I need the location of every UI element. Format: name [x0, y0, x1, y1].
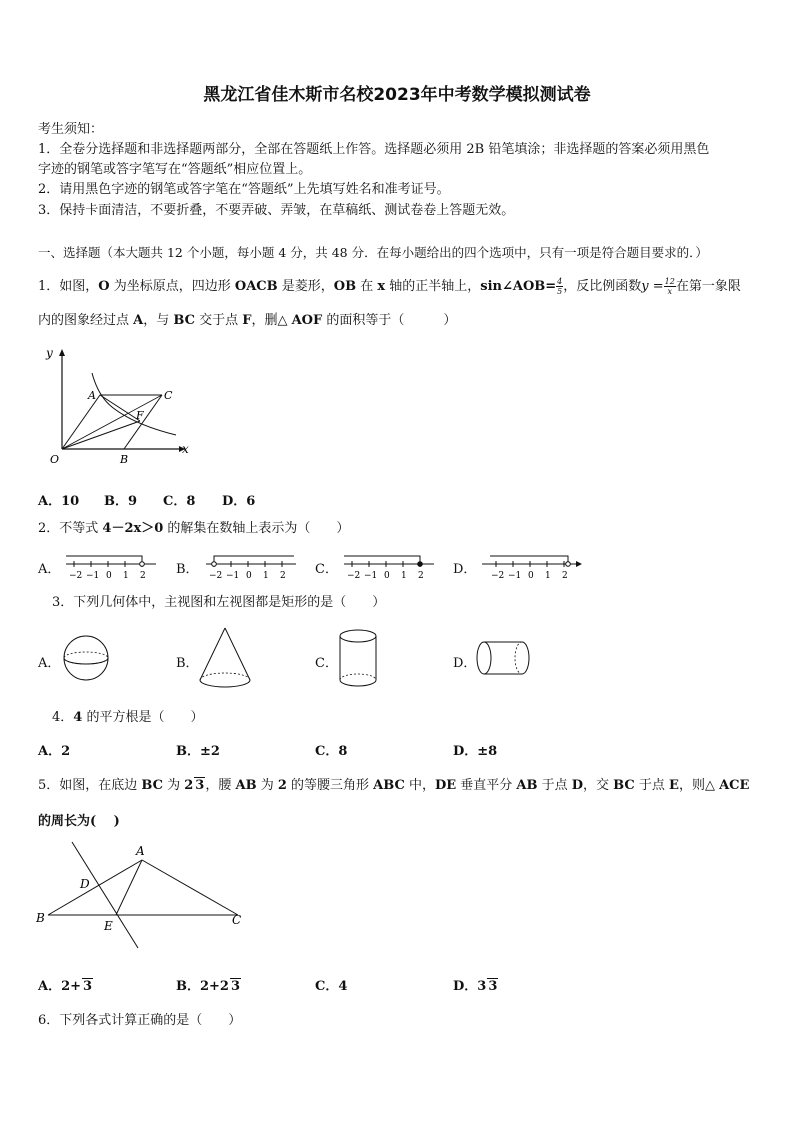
q2-numberline-b	[200, 550, 300, 584]
svg-text:0: 0	[384, 571, 390, 581]
label-E: E	[104, 919, 113, 933]
q5-option-b[interactable]: B．2+2 3	[176, 979, 241, 994]
svg-text:−1: −1	[508, 571, 522, 581]
svg-text:2: 2	[562, 571, 568, 581]
q1-option-d[interactable]: D．6	[222, 494, 256, 509]
q1-line1: 1．如图，O 为坐标原点，四边形 OACB 是菱形，OB 在 x 轴的正半轴上，sin∠AOB= $\frac{4}{5}$ ，反比例函数y = $\frac{12}{x}$ 在第一象限	[38, 277, 741, 296]
svg-text:−1: −1	[226, 571, 240, 581]
notice-line1a: 1．全卷分选择题和非选择题两部分，全部在答题纸上作答。选择题必须用 2B 铅笔填涂；非选择题的答案必须用黑色	[38, 142, 710, 157]
q2-letter-d[interactable]: D．	[453, 562, 477, 577]
sphere-figure	[56, 630, 116, 686]
q3-letter-c[interactable]: C．	[315, 656, 338, 671]
q5-line1: 5．如图，在底边 BC 为 2 3，腰 AB 为 2 的等腰三角形 ABC 中，DE 垂直平分 AB 于点 D，交 BC 于点 E，则△ ACE	[38, 778, 750, 793]
notice-heading: 考生须知：	[38, 122, 104, 137]
q4-option-c[interactable]: C．8	[315, 744, 348, 759]
horizontal-cylinder-figure	[472, 636, 534, 680]
segment-OA	[62, 395, 100, 449]
cylinder-figure	[334, 626, 384, 692]
segment-AE	[116, 860, 142, 915]
label-A: A	[88, 389, 96, 402]
label-C: C	[232, 913, 242, 927]
segment-CB	[124, 395, 162, 449]
q3-letter-b[interactable]: B．	[176, 656, 199, 671]
q2-numberline-d	[476, 550, 586, 584]
label-O: O	[50, 453, 60, 466]
svg-text:2: 2	[140, 571, 146, 581]
svg-text:0: 0	[528, 571, 534, 581]
segment-AC	[142, 860, 238, 915]
label-A: A	[136, 844, 145, 858]
q3-letter-a[interactable]: A．	[38, 656, 61, 671]
q4-option-a[interactable]: A．2	[38, 744, 71, 759]
q3-letter-d[interactable]: D．	[453, 656, 477, 671]
q2-stem: 2．不等式 4－2x＞0 的解集在数轴上表示为（ ）	[38, 521, 350, 536]
notice-line2: 2．请用黑色字迹的钢笔或答字笔在“答题纸”上先填写姓名和准考证号。	[38, 182, 450, 197]
segment-AF	[100, 395, 140, 421]
q5-option-d[interactable]: D．3 3	[453, 979, 498, 994]
label-x: x	[182, 442, 189, 456]
label-F: F	[136, 409, 144, 422]
q4-option-d[interactable]: D．±8	[453, 744, 498, 759]
sin-fraction: $\frac{4}{5}$	[557, 277, 563, 296]
svg-text:2: 2	[280, 571, 286, 581]
svg-text:−2: −2	[491, 571, 505, 581]
q5-option-c[interactable]: C．4	[315, 979, 348, 994]
svg-text:1: 1	[401, 571, 407, 581]
q6-stem: 6．下列各式计算正确的是（ ）	[38, 1013, 242, 1028]
svg-text:−2: −2	[347, 571, 361, 581]
q2-letter-c[interactable]: C．	[315, 562, 338, 577]
section-heading: 一、选择题（本大题共 12 个小题，每小题 4 分，共 48 分．在每小题给出的四个选项中，只有一项是符合题目要求的．）	[38, 245, 708, 260]
page-title: 黑龙江省佳木斯市名校2023年中考数学模拟测试卷	[203, 85, 591, 105]
sqrt-symbol: 3	[195, 778, 205, 793]
q2-letter-b[interactable]: B．	[176, 562, 199, 577]
segment-OF	[62, 421, 140, 449]
q2-numberline-a	[60, 550, 160, 584]
svg-text:1: 1	[545, 571, 551, 581]
function-fraction: $\frac{12}{x}$	[664, 277, 675, 296]
q2-letter-a[interactable]: A．	[38, 562, 61, 577]
q1-option-b[interactable]: B．9	[104, 494, 138, 509]
q1-line2: 内的图象经过点 A，与 BC 交于点 F，删△ AOF 的面积等于（ ）	[38, 313, 457, 328]
cone-figure	[194, 624, 256, 694]
segment-BA	[48, 860, 142, 915]
svg-text:−1: −1	[86, 571, 100, 581]
label-C: C	[164, 389, 173, 402]
svg-text:−1: −1	[364, 571, 378, 581]
q1-figure	[40, 343, 195, 468]
q3-stem: 3．下列几何体中，主视图和左视图都是矩形的是（ ）	[52, 595, 386, 610]
q1-option-a[interactable]: A．10	[38, 494, 80, 509]
notice-line1b: 字迹的钢笔或答字笔写在“答题纸”相应位置上。	[38, 162, 312, 177]
y-axis-arrow-icon	[59, 349, 65, 356]
label-B: B	[120, 453, 129, 466]
svg-text:0: 0	[246, 571, 252, 581]
svg-text:0: 0	[106, 571, 112, 581]
notice-line3: 3．保持卡面清洁，不要折叠，不要弄破、弄皱，在草稿纸、测试卷卷上答题无效。	[38, 203, 515, 218]
svg-text:1: 1	[123, 571, 129, 581]
svg-text:−2: −2	[69, 571, 83, 581]
svg-text:2: 2	[418, 571, 424, 581]
q1-option-c[interactable]: C．8	[163, 494, 196, 509]
q5-line2: 的周长为( )	[38, 814, 120, 829]
q4-stem: 4．4 的平方根是（ ）	[52, 710, 204, 725]
svg-text:−2: −2	[209, 571, 223, 581]
q5-figure	[34, 838, 246, 950]
q4-option-b[interactable]: B．±2	[176, 744, 220, 759]
label-D: D	[80, 877, 90, 891]
svg-text:1: 1	[263, 571, 269, 581]
q5-option-a[interactable]: A．2+ 3	[38, 979, 93, 994]
q2-numberline-c	[338, 550, 438, 584]
label-B: B	[36, 911, 45, 925]
label-y: y	[46, 346, 53, 360]
